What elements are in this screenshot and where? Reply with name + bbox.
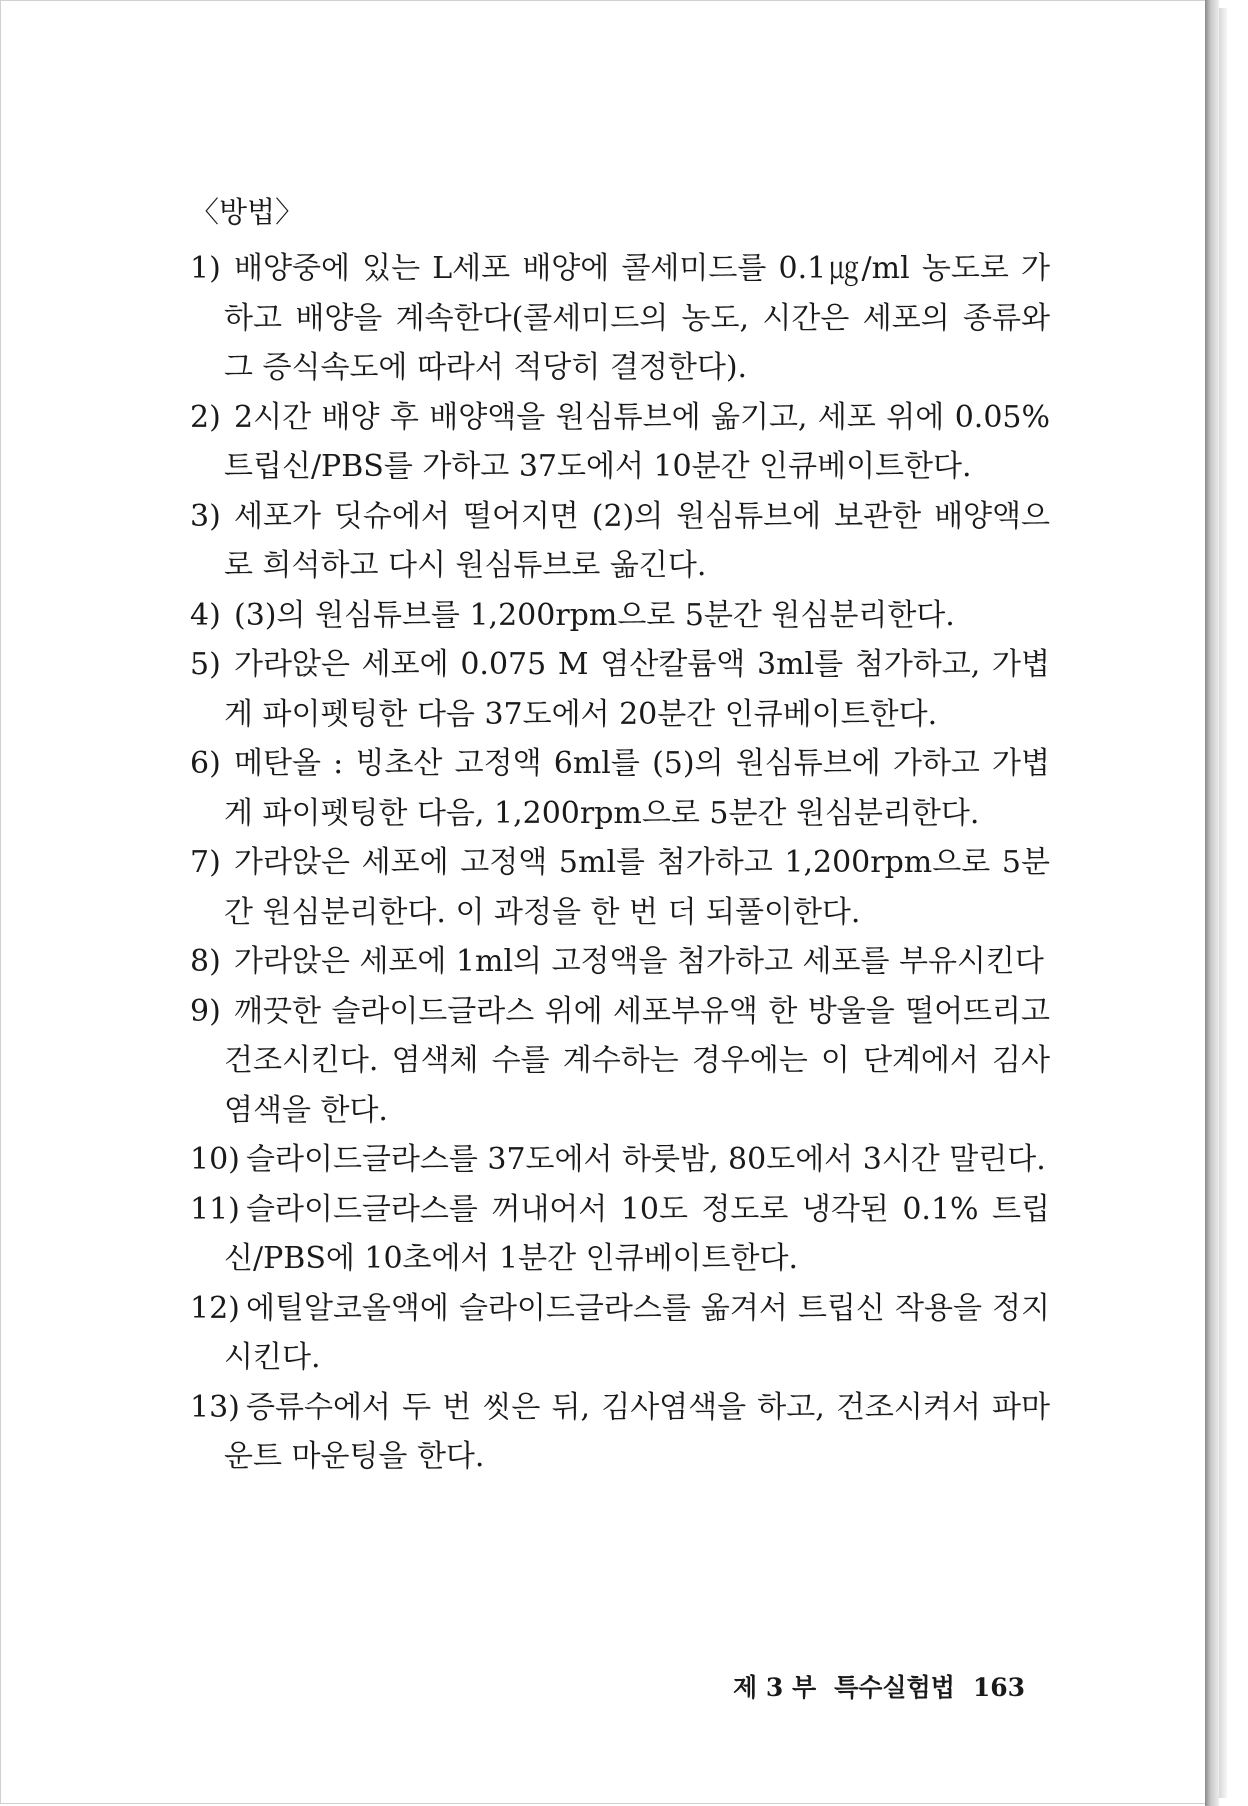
procedure-step xyxy=(190,492,1050,591)
step-number: 8) xyxy=(190,944,221,979)
step-text: 가라앉은 세포에 1ml의 고정액을 첨가하고 세포를 부유시킨다 xyxy=(234,944,1044,979)
page-number: 163 xyxy=(972,1673,1026,1702)
procedure-step xyxy=(190,987,1050,1136)
step-text: (3)의 원심튜브를 1,200rpm으로 5분간 원심분리한다. xyxy=(234,597,955,633)
procedure-step xyxy=(190,937,1050,987)
procedure-step xyxy=(190,739,1050,838)
step-number: 12) xyxy=(190,1290,240,1326)
procedure-step xyxy=(190,1185,1050,1284)
footer-part: 제 3 부 xyxy=(733,1673,817,1702)
step-number: 9) xyxy=(190,993,221,1029)
procedure-step xyxy=(190,1135,1050,1185)
step-text: 깨끗한 슬라이드글라스 위에 세포부유액 한 방울을 떨어뜨리고 건조시킨다. 염색체 수를 계수하는 경우에는 이 단계에서 김사염색을 한다. xyxy=(224,993,1050,1128)
procedure-step xyxy=(190,838,1050,937)
step-number: 13) xyxy=(190,1389,240,1425)
step-number: 7) xyxy=(190,845,221,880)
procedure-step xyxy=(190,1284,1050,1383)
procedure-step xyxy=(190,1383,1050,1482)
procedure-step xyxy=(190,393,1050,492)
step-text: 배양중에 있는 L세포 배양에 콜세미드를 0.1㎍/ml 농도로 가하고 배양을 계속한다(콜세미드의 농도, 시간은 세포의 종류와 그 증식속도에 따라서 적당히 결정한다). xyxy=(224,251,1050,385)
step-text: 메탄올 : 빙초산 고정액 6ml를 (5)의 원심튜브에 가하고 가볍게 파이펫팅한 다음, 1,200rpm으로 5분간 원심분리한다. xyxy=(224,746,1050,831)
section-heading: 〈방법〉 xyxy=(190,195,305,229)
page-footer xyxy=(733,1671,1025,1705)
step-number: 10) xyxy=(190,1142,240,1177)
page-edge-shadow xyxy=(1205,0,1219,1806)
step-text: 2시간 배양 후 배양액을 원심튜브에 옮기고, 세포 위에 0.05% 트립신/PBS를 가하고 37도에서 10분간 인큐베이트한다. xyxy=(224,399,1050,484)
step-number: 11) xyxy=(190,1191,240,1227)
step-text: 가라앉은 세포에 0.075 M 염산칼륨액 3ml를 첨가하고, 가볍게 파이펫팅한 다음 37도에서 20분간 인큐베이트한다. xyxy=(224,647,1050,732)
step-text: 가라앉은 세포에 고정액 5ml를 첨가하고 1,200rpm으로 5분간 원심분리한다. 이 과정을 한 번 더 되풀이한다. xyxy=(224,845,1050,930)
step-text: 에틸알코올액에 슬라이드글라스를 옮겨서 트립신 작용을 정지시킨다. xyxy=(224,1290,1050,1375)
step-text: 세포가 딧슈에서 떨어지면 (2)의 원심튜브에 보관한 배양액으로 희석하고 다시 원심튜브로 옮긴다. xyxy=(224,498,1050,583)
step-number: 6) xyxy=(190,746,221,781)
step-number: 3) xyxy=(190,498,221,534)
procedure-steps xyxy=(190,244,1050,1482)
step-number: 1) xyxy=(190,251,221,286)
procedure-step xyxy=(190,591,1050,641)
procedure-step xyxy=(190,640,1050,739)
page-content xyxy=(190,190,1050,1482)
footer-title: 특수실험법 xyxy=(834,1673,955,1702)
step-number: 4) xyxy=(190,597,221,633)
step-number: 5) xyxy=(190,647,221,682)
page-edge-highlight xyxy=(1219,8,1227,1798)
step-number: 2) xyxy=(190,399,221,435)
step-text: 슬라이드글라스를 꺼내어서 10도 정도로 냉각된 0.1% 트립신/PBS에 10초에서 1분간 인큐베이트한다. xyxy=(224,1191,1050,1276)
procedure-step xyxy=(190,244,1050,393)
step-text: 증류수에서 두 번 씻은 뒤, 김사염색을 하고, 건조시켜서 파마운트 마운팅을 한다. xyxy=(224,1389,1050,1474)
step-text: 슬라이드글라스를 37도에서 하룻밤, 80도에서 3시간 말린다. xyxy=(246,1142,1046,1177)
